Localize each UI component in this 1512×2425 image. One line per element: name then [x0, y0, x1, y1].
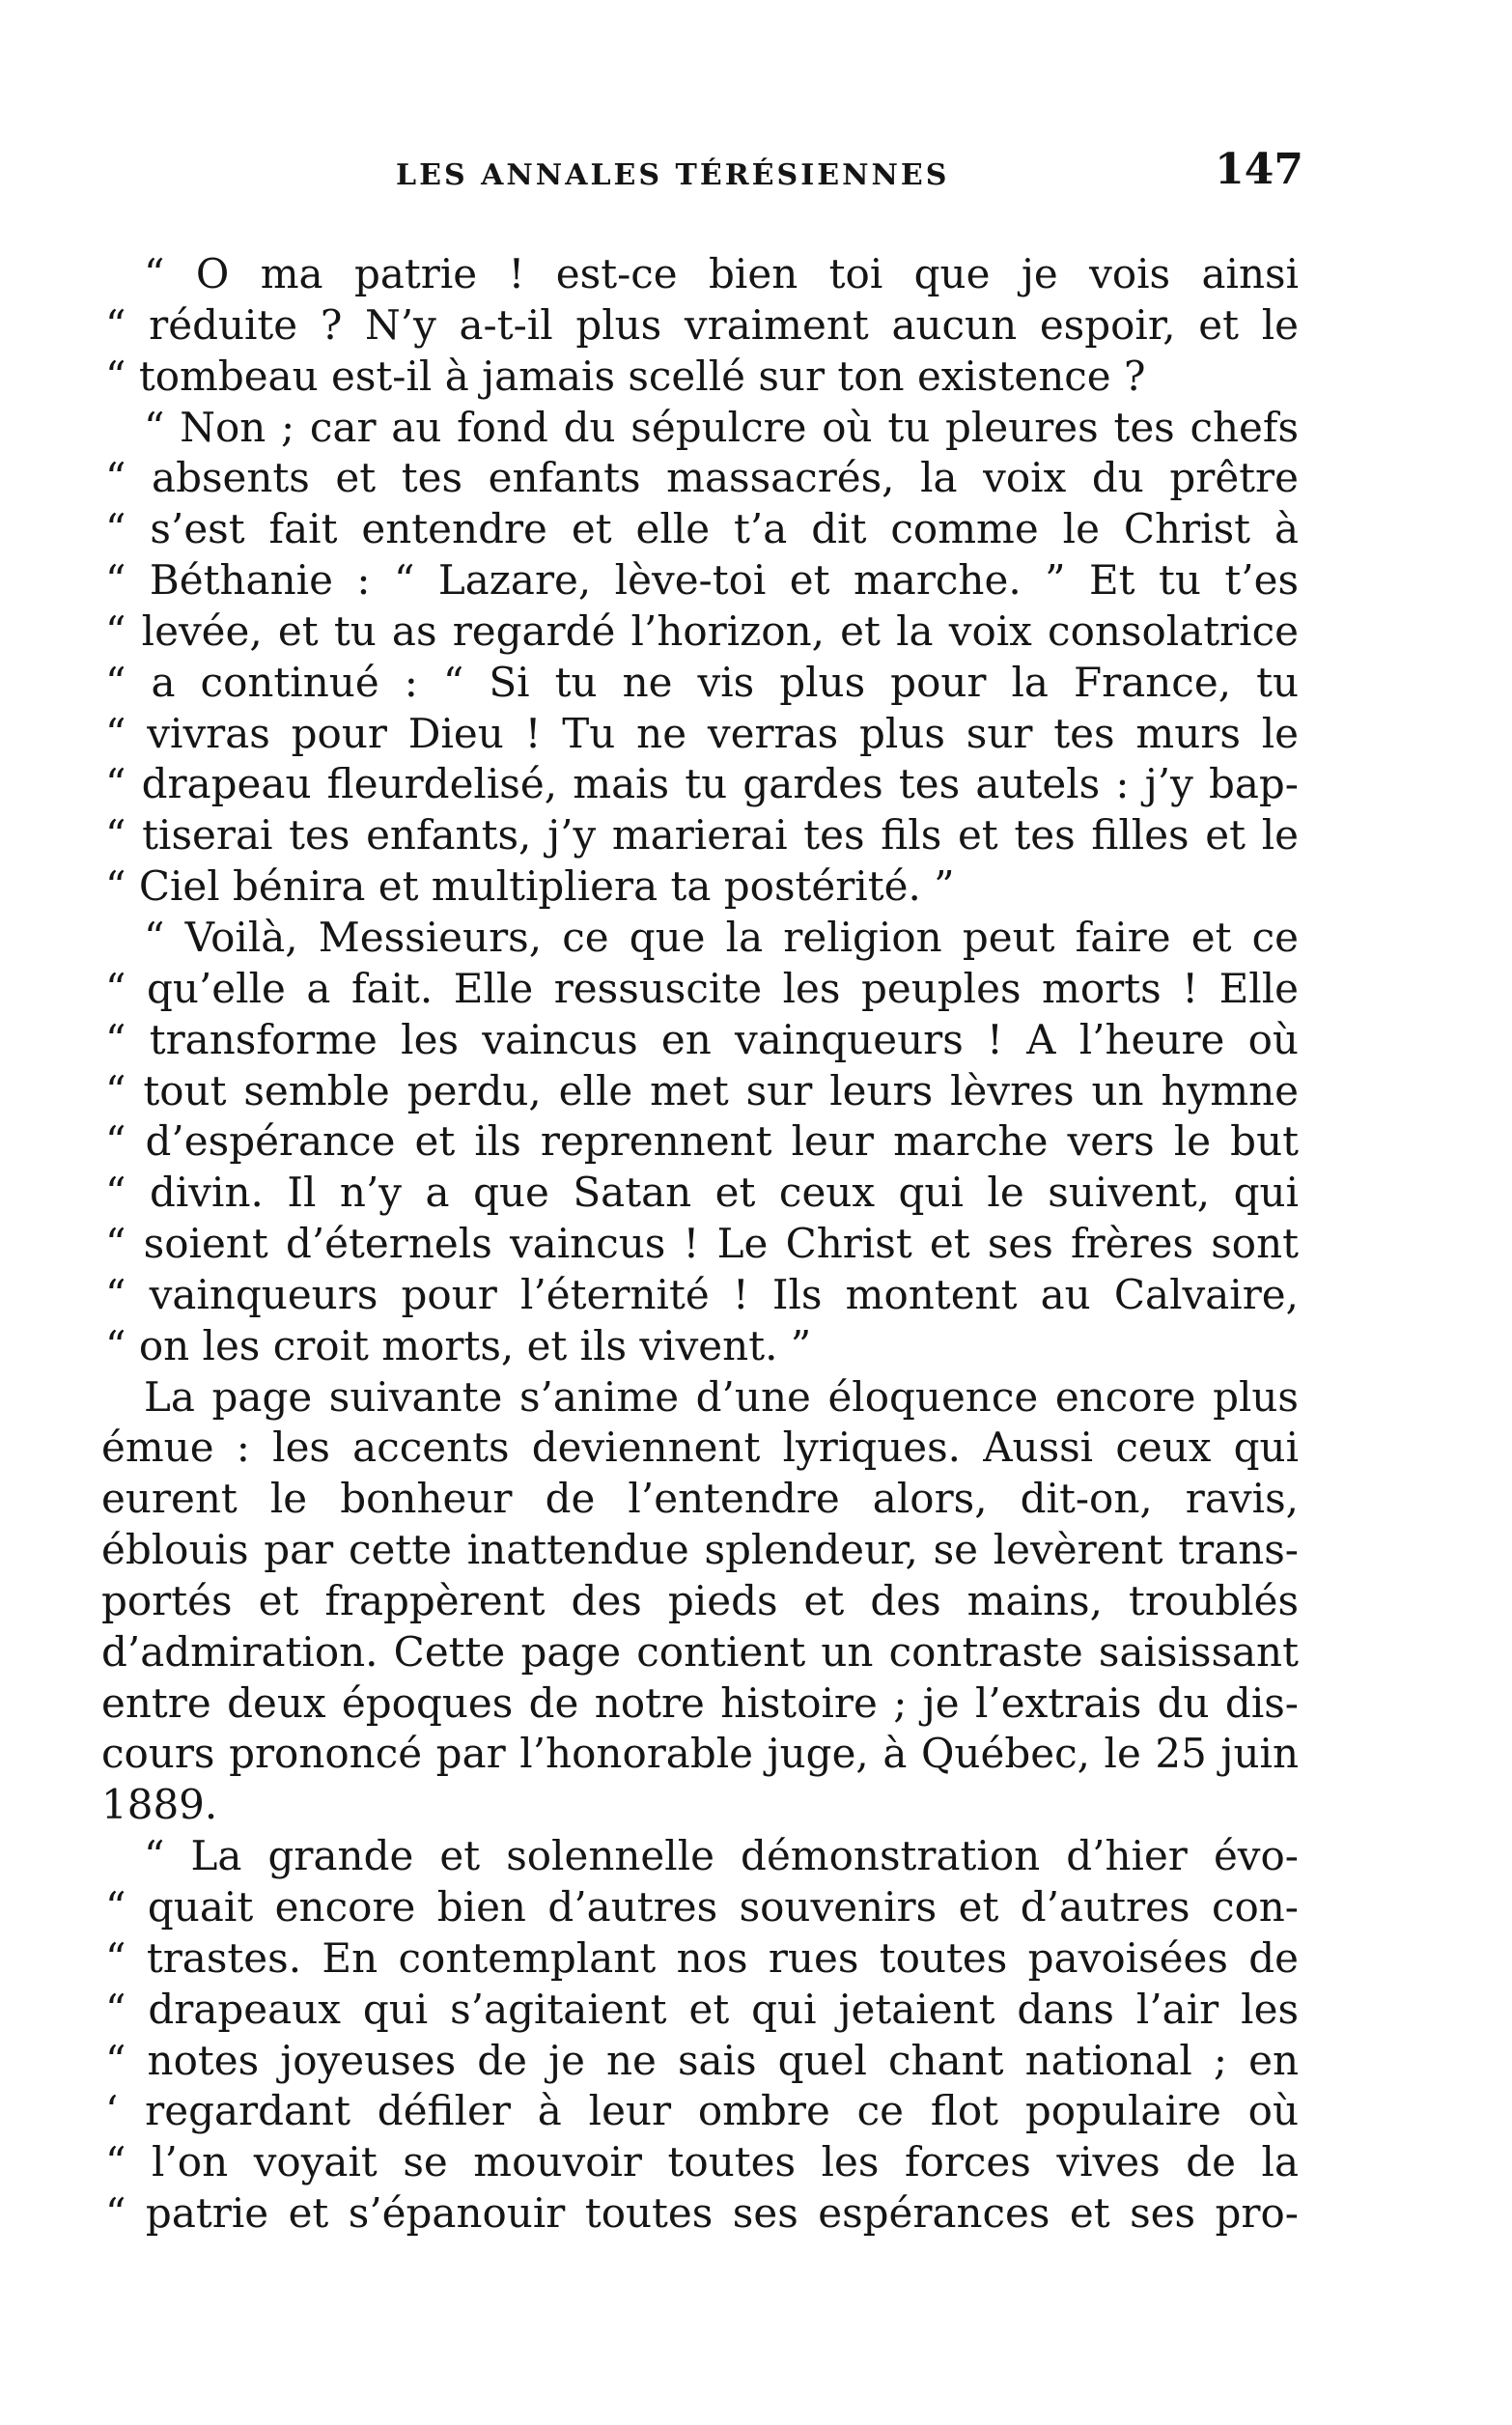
text-line: entre deux époques de notre histoire ; je l’extrais du dis-	[101, 1678, 1299, 1727]
text-line: “ Non ; car au fond du sépulcre où tu pleures tes chefs	[144, 403, 1299, 451]
text-line: “ levée, et tu as regardé l’horizon, et la voix consolatrice	[105, 606, 1299, 655]
text-line: “ qu’elle a fait. Elle ressuscite les peuples morts ! Elle	[105, 964, 1299, 1012]
text-line: “ absents et tes enfants massacrés, la voix du prêtre	[105, 454, 1299, 502]
body-text	[101, 249, 1299, 2240]
text-line: émue : les accents deviennent lyriques. Aussi ceux qui	[101, 1424, 1299, 1472]
text-line: “ tout semble perdu, elle met sur leurs lèvres un hymne	[105, 1066, 1299, 1114]
text-line: “ Voilà, Messieurs, ce que la religion peut faire et ce	[144, 913, 1299, 961]
text-line: ‘ regardant défiler à leur ombre ce flot populaire où	[105, 2087, 1299, 2135]
text-line: “ Béthanie : “ Lazare, lève-toi et marche. ” Et tu t’es	[105, 556, 1299, 605]
text-line: “ d’espérance et ils reprennent leur marche vers le but	[105, 1117, 1299, 1166]
text-line: “ vivras pour Dieu ! Tu ne verras plus sur tes murs le	[105, 709, 1299, 757]
text-line: “ s’est fait entendre et elle t’a dit comme le Christ à	[105, 505, 1299, 553]
text-line: portés et frappèrent des pieds et des mains, troublés	[101, 1576, 1299, 1624]
text-line: “ tombeau est-il à jamais scellé sur ton existence ?	[105, 352, 1146, 400]
text-line: “ on les croit morts, et ils vivent. ”	[105, 1321, 812, 1369]
page-number: 147	[1215, 145, 1303, 194]
text-line: d’admiration. Cette page contient un contraste saisissant	[101, 1627, 1299, 1676]
text-line: éblouis par cette inattendue splendeur, se levèrent trans-	[101, 1526, 1299, 1574]
text-line: “ vainqueurs pour l’éternité ! Ils montent au Calvaire,	[105, 1270, 1299, 1318]
text-line: “ trastes. En contemplant nos rues toutes pavoisées de	[105, 1933, 1299, 1982]
running-head	[396, 145, 1303, 203]
text-line: “ divin. Il n’y a que Satan et ceux qui le suivent, qui	[105, 1169, 1299, 1217]
text-line: “ soient d’éternels vaincus ! Le Christ et ses frères sont	[105, 1220, 1299, 1268]
text-line: 1889.	[101, 1781, 218, 1829]
text-line: “ réduite ? N’y a-t-il plus vraiment aucun espoir, et le	[105, 300, 1299, 349]
text-line: “ transforme les vaincus en vainqueurs ! A l’heure où	[105, 1015, 1299, 1063]
text-line: La page suivante s’anime d’une éloquence encore plus	[144, 1372, 1299, 1421]
text-line: “ a continué : “ Si tu ne vis plus pour la France, tu	[105, 658, 1299, 706]
text-line: “ quait encore bien d’autres souvenirs et d’autres con-	[105, 1883, 1299, 1931]
text-line: “ drapeau fleurdelisé, mais tu gardes tes autels : j’y bap-	[105, 760, 1299, 808]
text-line: “ La grande et solennelle démonstration d’hier évo-	[144, 1832, 1299, 1880]
text-line: “ patrie et s’épanouir toutes ses espérances et ses pro-	[105, 2189, 1299, 2238]
text-line: “ drapeaux qui s’agitaient et qui jetaient dans l’air les	[105, 1985, 1299, 2033]
text-line: “ l’on voyait se mouvoir toutes les forces vives de la	[105, 2138, 1299, 2186]
text-line: “ notes joyeuses de je ne sais quel chant national ; en	[105, 2036, 1299, 2084]
text-line: “ Ciel bénira et multipliera ta postérité. ”	[105, 862, 955, 911]
text-line: “ O ma patrie ! est-ce bien toi que je vois ainsi	[144, 250, 1299, 297]
running-title: LES ANNALES TÉRÉSIENNES	[396, 158, 950, 192]
text-line: eurent le bonheur de l’entendre alors, dit-on, ravis,	[101, 1475, 1299, 1523]
text-line: cours prononcé par l’honorable juge, à Québec, le 25 juin	[101, 1730, 1299, 1778]
text-line: “ tiserai tes enfants, j’y marierai tes fils et tes filles et le	[105, 811, 1299, 860]
